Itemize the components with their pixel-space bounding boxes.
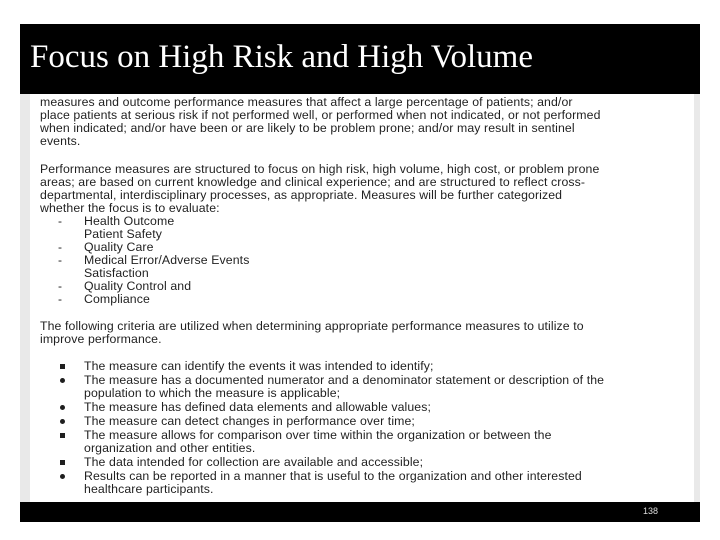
criteria-item-line: The data intended for collection are available and accessible; <box>84 455 424 469</box>
dash-item: Satisfaction <box>84 266 149 280</box>
paragraph-1-line: place patients at serious risk if not performed well, or performed when not indicated, or not performed <box>40 108 601 122</box>
dash-marker: - <box>58 253 62 267</box>
bullet-icon <box>60 460 65 465</box>
paragraph-1-line: when indicated; and/or have been or are likely to be problem prone; and/or may result in sentinel <box>40 121 575 135</box>
criteria-item-line: healthcare participants. <box>84 482 214 496</box>
document-excerpt <box>30 94 694 502</box>
bullet-icon <box>60 364 65 369</box>
criteria-item-line: The measure allows for comparison over time within the organization or between the <box>84 428 552 442</box>
slide-title: Focus on High Risk and High Volume <box>30 39 533 75</box>
criteria-item-line: The measure can detect changes in performance over time; <box>84 414 415 428</box>
dash-marker: - <box>58 292 62 306</box>
criteria-item-line: The measure can identify the events it was intended to identify; <box>84 359 434 373</box>
footer-bar <box>20 502 700 522</box>
criteria-item-line: population to which the measure is applicable; <box>84 386 341 400</box>
dash-item: Medical Error/Adverse Events <box>84 253 250 267</box>
paragraph-1-line: measures and outcome performance measures that affect a large percentage of patients; and/or <box>40 95 573 109</box>
paragraph-2-line: areas; are based on current knowledge and clinical experience; and are structured to reflect cross- <box>40 175 586 189</box>
criteria-item-line: The measure has a documented numerator and a denominator statement or description of the <box>84 373 605 387</box>
dash-item: Patient Safety <box>84 227 162 241</box>
paragraph-3-line: The following criteria are utilized when determining appropriate performance measures to utilize to <box>40 319 584 333</box>
bullet-icon <box>60 433 65 438</box>
paragraph-2-line: departmental, interdisciplinary processes, as appropriate. Measures will be further categorized <box>40 188 563 202</box>
title-bar <box>20 24 700 94</box>
dash-item: Quality Control and <box>84 279 192 293</box>
bullet-icon <box>60 378 65 383</box>
dash-marker: - <box>58 214 62 228</box>
dash-item: Health Outcome <box>84 214 175 228</box>
paragraph-2-line: Performance measures are structured to focus on high risk, high volume, high cost, or problem prone <box>40 162 600 176</box>
bullet-icon <box>60 405 65 410</box>
paragraph-2-line: whether the focus is to evaluate: <box>40 201 220 215</box>
criteria-item-line: Results can be reported in a manner that is useful to the organization and other interested <box>84 469 582 483</box>
paragraph-1-line: events. <box>40 134 81 148</box>
paragraph-3-line: improve performance. <box>40 332 162 346</box>
dash-marker: - <box>58 240 62 254</box>
bullet-icon <box>60 419 65 424</box>
bullet-icon <box>60 474 65 479</box>
criteria-item-line: The measure has defined data elements and allowable values; <box>84 400 432 414</box>
dash-item: Compliance <box>84 292 150 306</box>
criteria-item-line: organization and other entities. <box>84 441 256 455</box>
page-number: 138 <box>642 506 658 516</box>
dash-item: Quality Care <box>84 240 154 254</box>
dash-marker: - <box>58 279 62 293</box>
